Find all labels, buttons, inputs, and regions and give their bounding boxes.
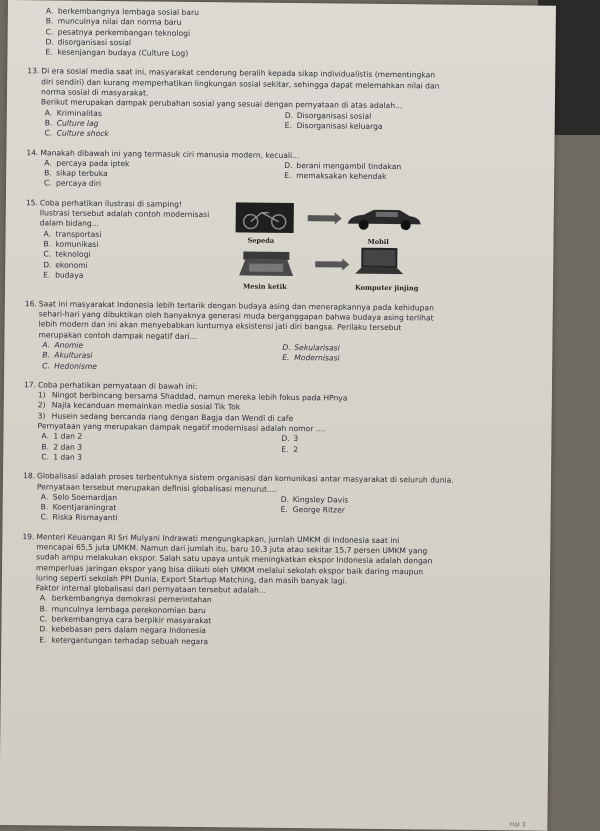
question-number: 18. xyxy=(22,471,36,481)
question-number: 16. xyxy=(24,298,37,309)
options: A. Selo Soemardjan D. Kingsley Davis B. Koentjaraningrat E. George Ritzer C. Riska Rismayanti xyxy=(40,492,349,523)
question-15: 15. Coba perhatikan ilustrasi di samping! Ilustrasi tersebut adalah contoh modernisasi dalam bidang... A. transportasi B. komunikasi C. teknologi D. ekonomi E. budaya Sepeda Mobil Mesin ketik Komputer jinjing xyxy=(25,198,546,295)
exam-content xyxy=(21,6,548,659)
question-number: 17. xyxy=(23,380,37,390)
question-19: 19. Menteri Keuangan RI Sri Mulyani Indrawati mengungkapkan, jumlah UMKM di Indonesia saat ini mencapai 65,5 juta UMKM. Namun dari jumlah itu, baru 10,3 juta atau sekitar 15,7 persen UMKM yang sudah ampu melakukan ekspor. Salah satu upaya untuk meningkatkan ekspor Indonesia adalah dengan memperluas jaringan ekspor yang bisa diikuti oleh UMKM melalui sekolah ekspor baik daring maupun luring seperti sekolah PPI Dunia, Export Startup Matching, dan masih banyak lagi. Faktor internal globalisasi dari pernyataan tersebut adalah... A. berkembangnya demokrasi pemerintahan B. munculnya lembaga perekonomian baru C. berkembangnya cara berpikir masyarakat D. kebebasan pers dalam negara Indonesia E. ketergantungan terhadap sebuah negara xyxy=(22,531,433,646)
bicycle-image xyxy=(236,202,294,233)
question-18: 18. Globalisasi adalah proses terbentuknya sistem organisasi dan komunikasi antar masyarakat di seluruh dunia. Pernyataan tersebut merupakan definisi globalisasi menurut.... A. Selo Soemardjan D. Kingsley Davis B. Koentjaraningrat E. George Ritzer C. Riska Rismayanti xyxy=(23,471,544,528)
page-number: Hal 3 xyxy=(509,821,526,829)
option: B. munculnya nilai dan norma baru xyxy=(45,16,182,28)
caption-bicycle: Sepeda xyxy=(247,236,275,245)
options: A. percaya pada iptek D. berani mengambil tindakan B. sikap terbuka E. memaksakan kehendak C. percaya diri xyxy=(44,158,402,189)
question-number: 14. xyxy=(26,147,39,157)
option: D. disorganisasi sosial xyxy=(45,37,132,48)
laptop-image xyxy=(353,245,405,278)
typewriter-image xyxy=(237,247,295,278)
question-number: 19. xyxy=(22,531,35,541)
question-14: 14. Manakah dibawah ini yang termasuk ciri manusia modern, kecuali... A. percaya pada iptek D. berani mengambil tindakan B. sikap terbuka E. memaksakan kehendak C. percaya diri xyxy=(26,148,546,195)
question-12-options xyxy=(27,6,548,63)
arrow-right-icon xyxy=(308,215,336,221)
caption-car: Mobil xyxy=(367,237,389,246)
options: A. Anomie D. Sekularisasi B. Akulturasi E. Modernisasi C. Hedonisme xyxy=(42,340,340,371)
caption-laptop: Komputer jinjing xyxy=(354,283,419,293)
caption-typewriter: Mesin ketik xyxy=(242,282,287,291)
question-13: 13. Di era sosial media saat ini, masyarakat cenderung beralih kepada sikap individualistis (mementingkan diri sendiri) dan kurang memperhatikan lingkungan sosial sekitar, sehingga dapat melemahkan nilai dan norma sosial di masyarakat. Berikut merupakan dampak perubahan sosial yang sesuai dengan pernyataan di atas adalah... A. Kriminalitas D. Disorganisasi sosial B. Culture lag E. Disorganisasi keluarga C. Culture shock xyxy=(27,67,548,145)
car-image xyxy=(344,207,424,232)
arrow-right-icon xyxy=(315,261,343,267)
question-16: 16. Saat ini masyarakat Indonesia lebih tertarik dengan budaya asing dan menerapkannya pada kehidupan sehari-hari yang dibuktikan oleh banyaknya generasi muda berganggapan bahwa budaya asing terlihat lebih modern dan ini akan menyebabkan lunturnya eksistensi jati diri bangsa. Perilaku tersebut merupakan contoh dampak negatif dari... A. Anomie D. Sekularisasi B. Akulturasi E. Modernisasi C. Hedonisme xyxy=(24,299,545,377)
question-number: 15. xyxy=(25,197,39,208)
option: C. pesatnya perkembangan teknologi xyxy=(45,26,191,38)
question-17: 17. Coba perhatikan pernyataan di bawah ini: 1) Ningot berbincang bersama Shaddad, namun mereka lebih fokus pada HPnya 2) Najla kecanduan memainkan media sosial Tik Tok 3) Husein sedang bercanda riang dengan Bagja dan Wendi di cafe Pernyataan yang merupakan dampak negatif modernisasi adalah nomor .... A. 1 dan 2 D. 3 B. 2 dan 3 E. 2 C. 1 dan 3 xyxy=(23,380,544,468)
modernization-illustration xyxy=(235,202,446,294)
option: A. berkembangnya lembaga sosial baru xyxy=(45,6,200,18)
options: A. Kriminalitas D. Disorganisasi sosial B. Culture lag E. Disorganisasi keluarga C. Culture shock xyxy=(44,108,383,139)
options: A. 1 dan 2 D. 3 B. 2 dan 3 E. 2 C. 1 dan 3 xyxy=(41,431,299,462)
option: E. kesenjangan budaya (Culture Log) xyxy=(45,47,189,59)
question-number: 13. xyxy=(27,66,40,76)
